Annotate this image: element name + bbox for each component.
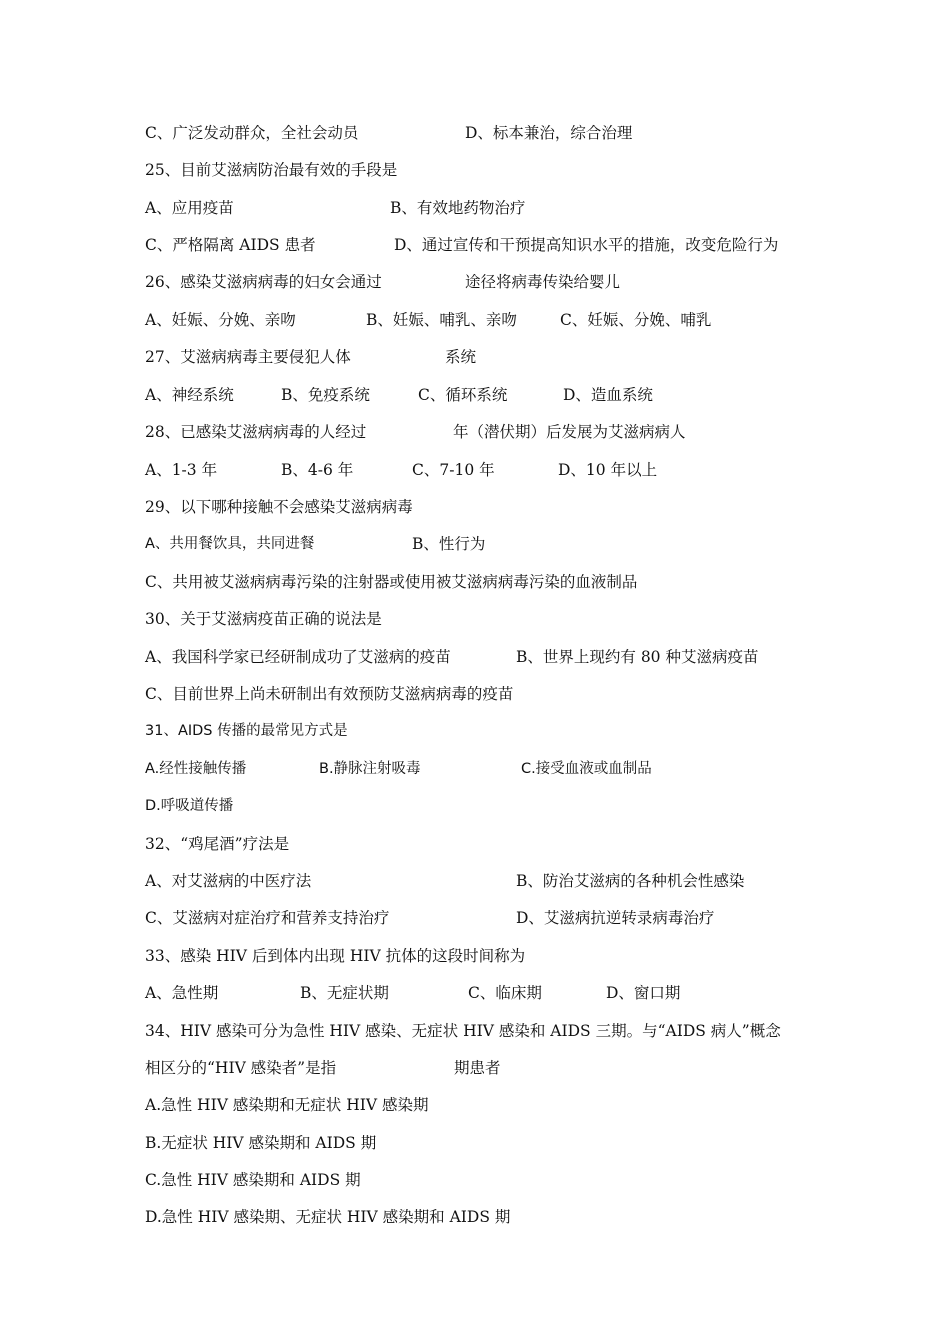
option-b: B、无症状期 [300, 984, 389, 1002]
option-b: B、性行为 [412, 535, 486, 553]
option-a: A、急性期 [145, 984, 219, 1002]
option-d: D.急性 HIV 感染期、无症状 HIV 感染期和 AIDS 期 [145, 1208, 511, 1226]
option-d: D、标本兼治，综合治理 [465, 124, 633, 142]
option-c: C、循环系统 [418, 386, 508, 404]
question-text: 27、艾滋病病毒主要侵犯人体 [145, 348, 351, 366]
option-b: B、妊娠、哺乳、亲吻 [366, 311, 517, 329]
option-b: B.静脉注射吸毒 [319, 761, 421, 777]
question-text-continued: 途径将病毒传染给婴儿 [465, 273, 621, 291]
option-d: D、造血系统 [563, 386, 653, 404]
question-text-continued: 系统 [445, 348, 477, 366]
question-text: 28、已感染艾滋病病毒的人经过 [145, 423, 367, 441]
option-d: D、窗口期 [606, 984, 681, 1002]
option-c: C、艾滋病对症治疗和营养支持治疗 [145, 909, 390, 927]
option-a: A.经性接触传播 [145, 761, 247, 777]
question-text: 相区分的“HIV 感染者”是指 [145, 1059, 337, 1077]
option-c: C、妊娠、分娩、哺乳 [560, 311, 712, 329]
option-a: A、我国科学家已经研制成功了艾滋病的疫苗 [145, 648, 451, 666]
option-a: A、共用餐饮具，共同进餐 [145, 536, 315, 552]
option-c: C、严格隔离 AIDS 患者 [145, 236, 316, 254]
option-d: D.呼吸道传播 [145, 798, 234, 814]
option-c: C.急性 HIV 感染期和 AIDS 期 [145, 1171, 361, 1189]
question-text-continued: 期患者 [454, 1059, 501, 1077]
option-b: B.无症状 HIV 感染期和 AIDS 期 [145, 1134, 377, 1152]
question-text-continued: 年（潜伏期）后发展为艾滋病病人 [453, 423, 686, 441]
option-b: B、有效地药物治疗 [390, 199, 526, 217]
option-c: C、共用被艾滋病病毒污染的注射器或使用被艾滋病病毒污染的血液制品 [145, 573, 638, 591]
question-text: 25、目前艾滋病防治最有效的手段是 [145, 161, 398, 179]
option-c: C、7-10 年 [412, 461, 495, 479]
option-b: B、防治艾滋病的各种机会性感染 [516, 872, 745, 890]
option-a: A.急性 HIV 感染期和无症状 HIV 感染期 [145, 1096, 429, 1114]
question-text: 32、“鸡尾酒”疗法是 [145, 835, 290, 853]
option-a: A、对艾滋病的中医疗法 [145, 872, 312, 890]
option-b: B、免疫系统 [281, 386, 370, 404]
question-text: 26、感染艾滋病病毒的妇女会通过 [145, 273, 382, 291]
option-c: C、目前世界上尚未研制出有效预防艾滋病病毒的疫苗 [145, 685, 514, 703]
option-c: C、临床期 [468, 984, 542, 1002]
option-c: C、广泛发动群众，全社会动员 [145, 124, 359, 142]
question-text: 30、关于艾滋病疫苗正确的说法是 [145, 610, 382, 628]
option-a: A、神经系统 [145, 386, 234, 404]
option-b: B、4-6 年 [281, 461, 354, 479]
option-b: B、世界上现约有 80 种艾滋病疫苗 [516, 648, 759, 666]
option-a: A、妊娠、分娩、亲吻 [145, 311, 296, 329]
question-text: 29、以下哪种接触不会感染艾滋病病毒 [145, 498, 413, 516]
question-text: 31、AIDS 传播的最常见方式是 [145, 723, 348, 739]
option-a: A、应用疫苗 [145, 199, 234, 217]
option-a: A、1-3 年 [145, 461, 218, 479]
option-d: D、10 年以上 [558, 461, 658, 479]
option-d: D、通过宣传和干预提高知识水平的措施，改变危险行为 [394, 236, 779, 254]
option-c: C.接受血液或血制品 [521, 761, 652, 777]
question-text: 34、HIV 感染可分为急性 HIV 感染、无症状 HIV 感染和 AIDS 三期。与“AIDS 病人”概念 [145, 1022, 781, 1040]
option-d: D、艾滋病抗逆转录病毒治疗 [516, 909, 715, 927]
question-text: 33、感染 HIV 后到体内出现 HIV 抗体的这段时间称为 [145, 947, 526, 965]
